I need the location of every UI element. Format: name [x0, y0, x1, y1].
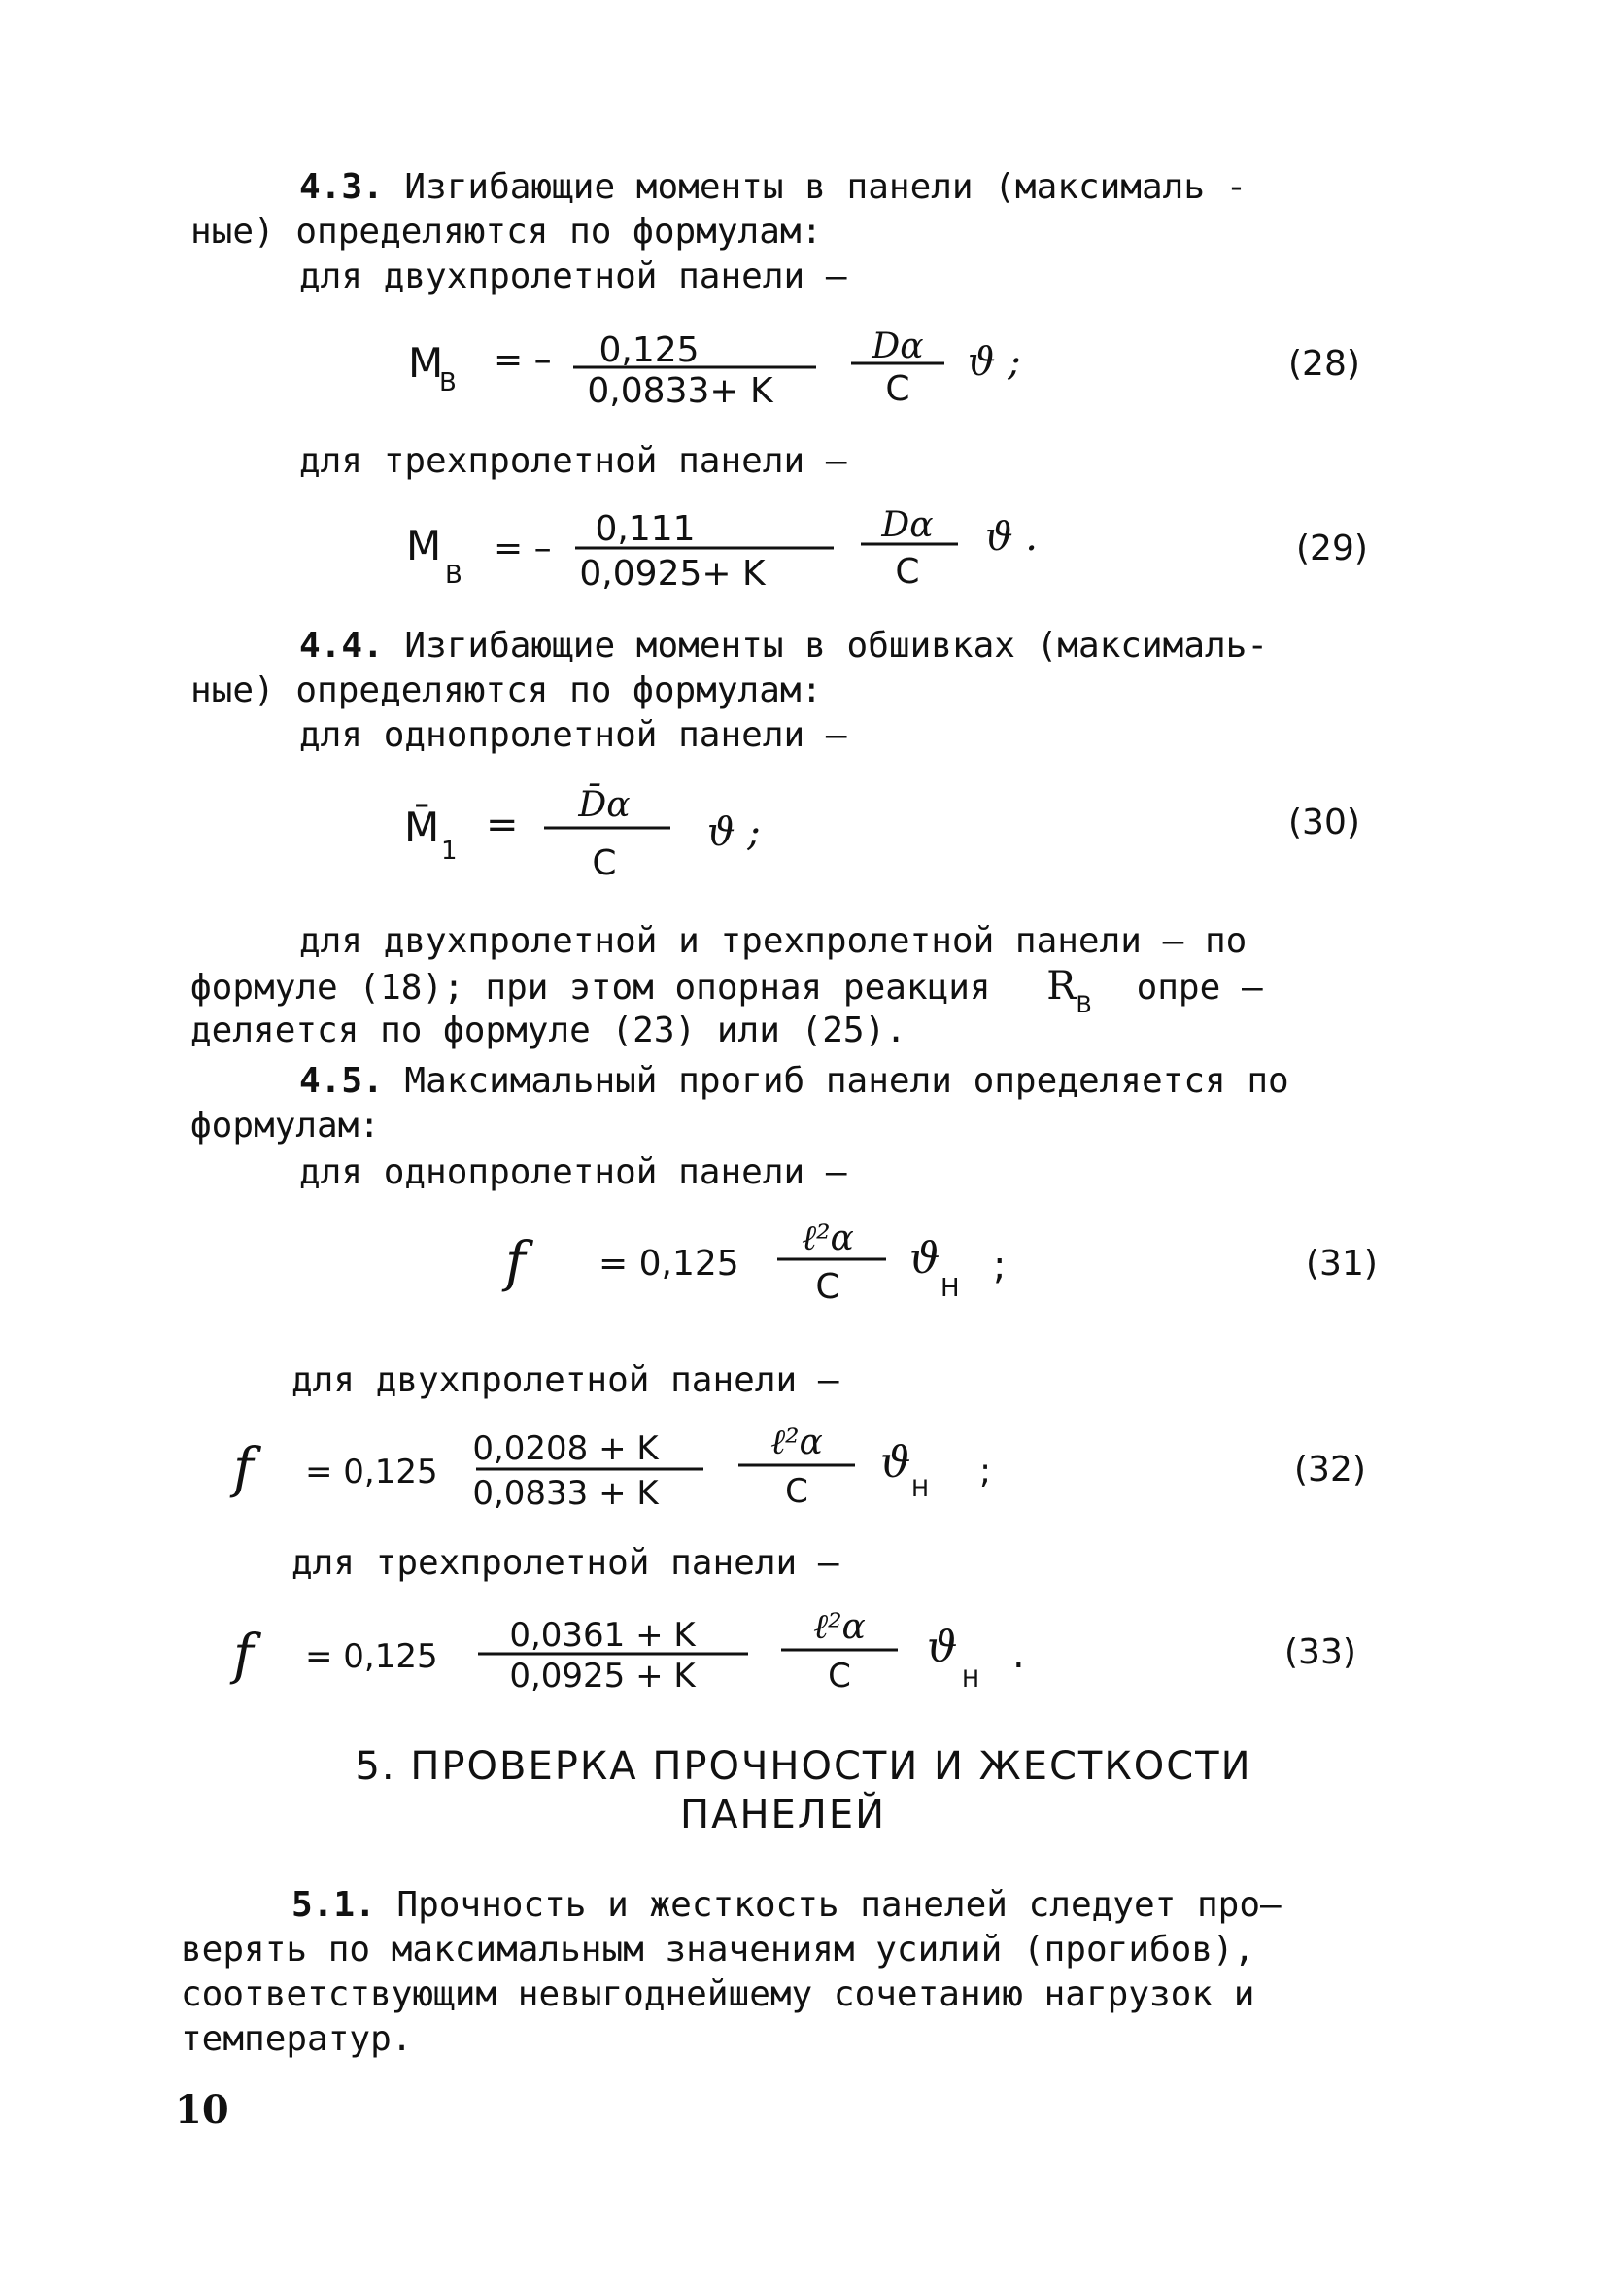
para-4-4-text4b: опре –: [1136, 968, 1263, 1008]
eq32-number: (32): [1294, 1450, 1366, 1490]
para-5-1-line4: температур.: [181, 2019, 413, 2059]
eq32-numerator: 0,0208 + K: [472, 1429, 659, 1468]
eq30-tail: ϑ ;: [707, 810, 761, 855]
eq33-lhs: f: [233, 1624, 254, 1687]
eq28-frac2-denominator: C: [885, 369, 910, 409]
eq32-end: ;: [979, 1452, 992, 1491]
eq29-lhs: M: [406, 522, 442, 569]
reaction-symbol: R: [1046, 964, 1077, 1009]
one-span-label-4-5: для однопролетной панели –: [299, 1152, 847, 1192]
eq31-number: (31): [1306, 1244, 1378, 1284]
para-4-5-line1: [299, 1059, 1289, 1104]
para-5-1-line2: верять по максимальным значениям усилий (прогибов),: [181, 1930, 1255, 1970]
eq33-end: .: [1012, 1632, 1025, 1677]
eq28-sign: = –: [494, 340, 552, 380]
eq28-denominator: 0,0833+ K: [587, 371, 773, 411]
eq33-denominator: 0,0925 + K: [509, 1657, 696, 1696]
eq31-lhs: f: [505, 1231, 526, 1294]
three-span-label-4-3: для трехпролетной панели –: [299, 441, 847, 481]
eq31-tail: ϑ: [909, 1234, 940, 1284]
eq30-lhs-sub: 1: [441, 837, 458, 866]
eq28-number: (28): [1288, 344, 1360, 384]
eq32-frac2-numerator: ℓ²α: [770, 1422, 823, 1462]
eq28-lhs: M: [408, 339, 444, 387]
eq33-number: (33): [1284, 1632, 1356, 1672]
eq33-sign: = 0,125: [305, 1637, 438, 1676]
eq30-number: (30): [1288, 803, 1360, 842]
section-number-4-3: 4.3.: [299, 167, 384, 207]
eq29-number: (29): [1296, 529, 1368, 568]
eq33-numerator: 0,0361 + K: [509, 1616, 696, 1655]
reaction-subscript: B: [1076, 991, 1092, 1018]
section-number-5-1: 5.1.: [291, 1885, 376, 1925]
two-span-label-4-3: для двухпролетной панели –: [299, 257, 847, 296]
eq29-frac2-denominator: C: [895, 552, 920, 592]
eq30-lhs: M̄: [404, 804, 440, 851]
para-4-3-line2: ные) определяются по формулам:: [190, 212, 823, 252]
two-span-label-4-5: для двухпролетной панели –: [291, 1360, 839, 1400]
para-5-1-text1: Прочность и жесткость панелей следует про–: [396, 1885, 1282, 1925]
para-4-4-text4a: формуле (18); при этом опорная реакция: [190, 968, 991, 1008]
one-span-label-4-4: для однопролетной панели –: [299, 715, 847, 755]
eq29-numerator: 0,111: [595, 509, 696, 549]
eq28-frac2-numerator: Dα: [872, 326, 924, 366]
eq30-frac-denominator: C: [592, 843, 617, 883]
para-4-4-line2: ные) определяются по формулам:: [190, 670, 823, 710]
para-4-3-text1: Изгибающие моменты в панели (максималь -: [404, 167, 1248, 207]
para-5-1-line1: [291, 1883, 1282, 1928]
eq31-frac-numerator: ℓ²α: [802, 1218, 854, 1258]
eq32-tail: ϑ: [880, 1438, 911, 1488]
eq29-tail: ϑ .: [985, 515, 1039, 560]
eq29-denominator: 0,0925+ K: [579, 554, 766, 594]
para-4-4-line1: [299, 624, 1268, 668]
eq32-tail-sub: H: [911, 1475, 930, 1502]
para-4-4-line4: [190, 964, 1263, 1018]
eq33-tail-sub: H: [962, 1665, 980, 1693]
eq33-tail: ϑ: [927, 1623, 958, 1672]
eq29-sign: = –: [494, 529, 552, 568]
eq28-numerator: 0,125: [598, 330, 700, 370]
eq30-frac-numerator: D̄α: [578, 785, 631, 825]
para-4-4-line5: деляется по формуле (23) или (25).: [190, 1011, 906, 1050]
para-4-3-line1: [299, 165, 1247, 210]
eq32-denominator: 0,0833 + K: [472, 1474, 659, 1513]
para-5-1-line3: соответствующим невыгоднейшему сочетанию нагрузок и: [181, 1974, 1255, 2014]
eq28-tail: ϑ ;: [968, 340, 1021, 385]
eq32-frac2-denominator: C: [785, 1472, 808, 1511]
eq32-sign: = 0,125: [305, 1453, 438, 1491]
section-number-4-4: 4.4.: [299, 626, 384, 666]
section-number-4-5: 4.5.: [299, 1061, 384, 1101]
eq29-frac2-numerator: Dα: [881, 505, 934, 545]
section-5-heading-line2: ПАНЕЛЕЙ: [680, 1793, 887, 1837]
eq28-lhs-sub: B: [439, 368, 457, 397]
eq33-frac2-numerator: ℓ²α: [813, 1607, 866, 1647]
three-span-label-4-5: для трехпролетной панели –: [291, 1543, 839, 1583]
eq31-frac-denominator: C: [815, 1267, 840, 1307]
eq31-end: ;: [993, 1244, 1007, 1288]
para-4-5-text1: Максимальный прогиб панели определяется по: [404, 1061, 1289, 1101]
page-number: 10: [175, 2087, 229, 2133]
para-4-4-line3: для двухпролетной и трехпролетной панели – по: [299, 921, 1248, 961]
eq31-tail-sub: H: [940, 1274, 960, 1303]
eq33-frac2-denominator: C: [828, 1657, 851, 1696]
eq30-sign: =: [486, 803, 519, 847]
section-5-heading-line1: 5. ПРОВЕРКА ПРОЧНОСТИ И ЖЕСТКОСТИ: [355, 1744, 1252, 1789]
eq31-sign: = 0,125: [598, 1244, 739, 1284]
eq29-lhs-sub: B: [445, 561, 462, 590]
para-4-5-line2: формулам:: [190, 1106, 381, 1146]
eq32-lhs: f: [233, 1437, 254, 1500]
para-4-4-text1: Изгибающие моменты в обшивках (максималь-: [404, 626, 1269, 666]
